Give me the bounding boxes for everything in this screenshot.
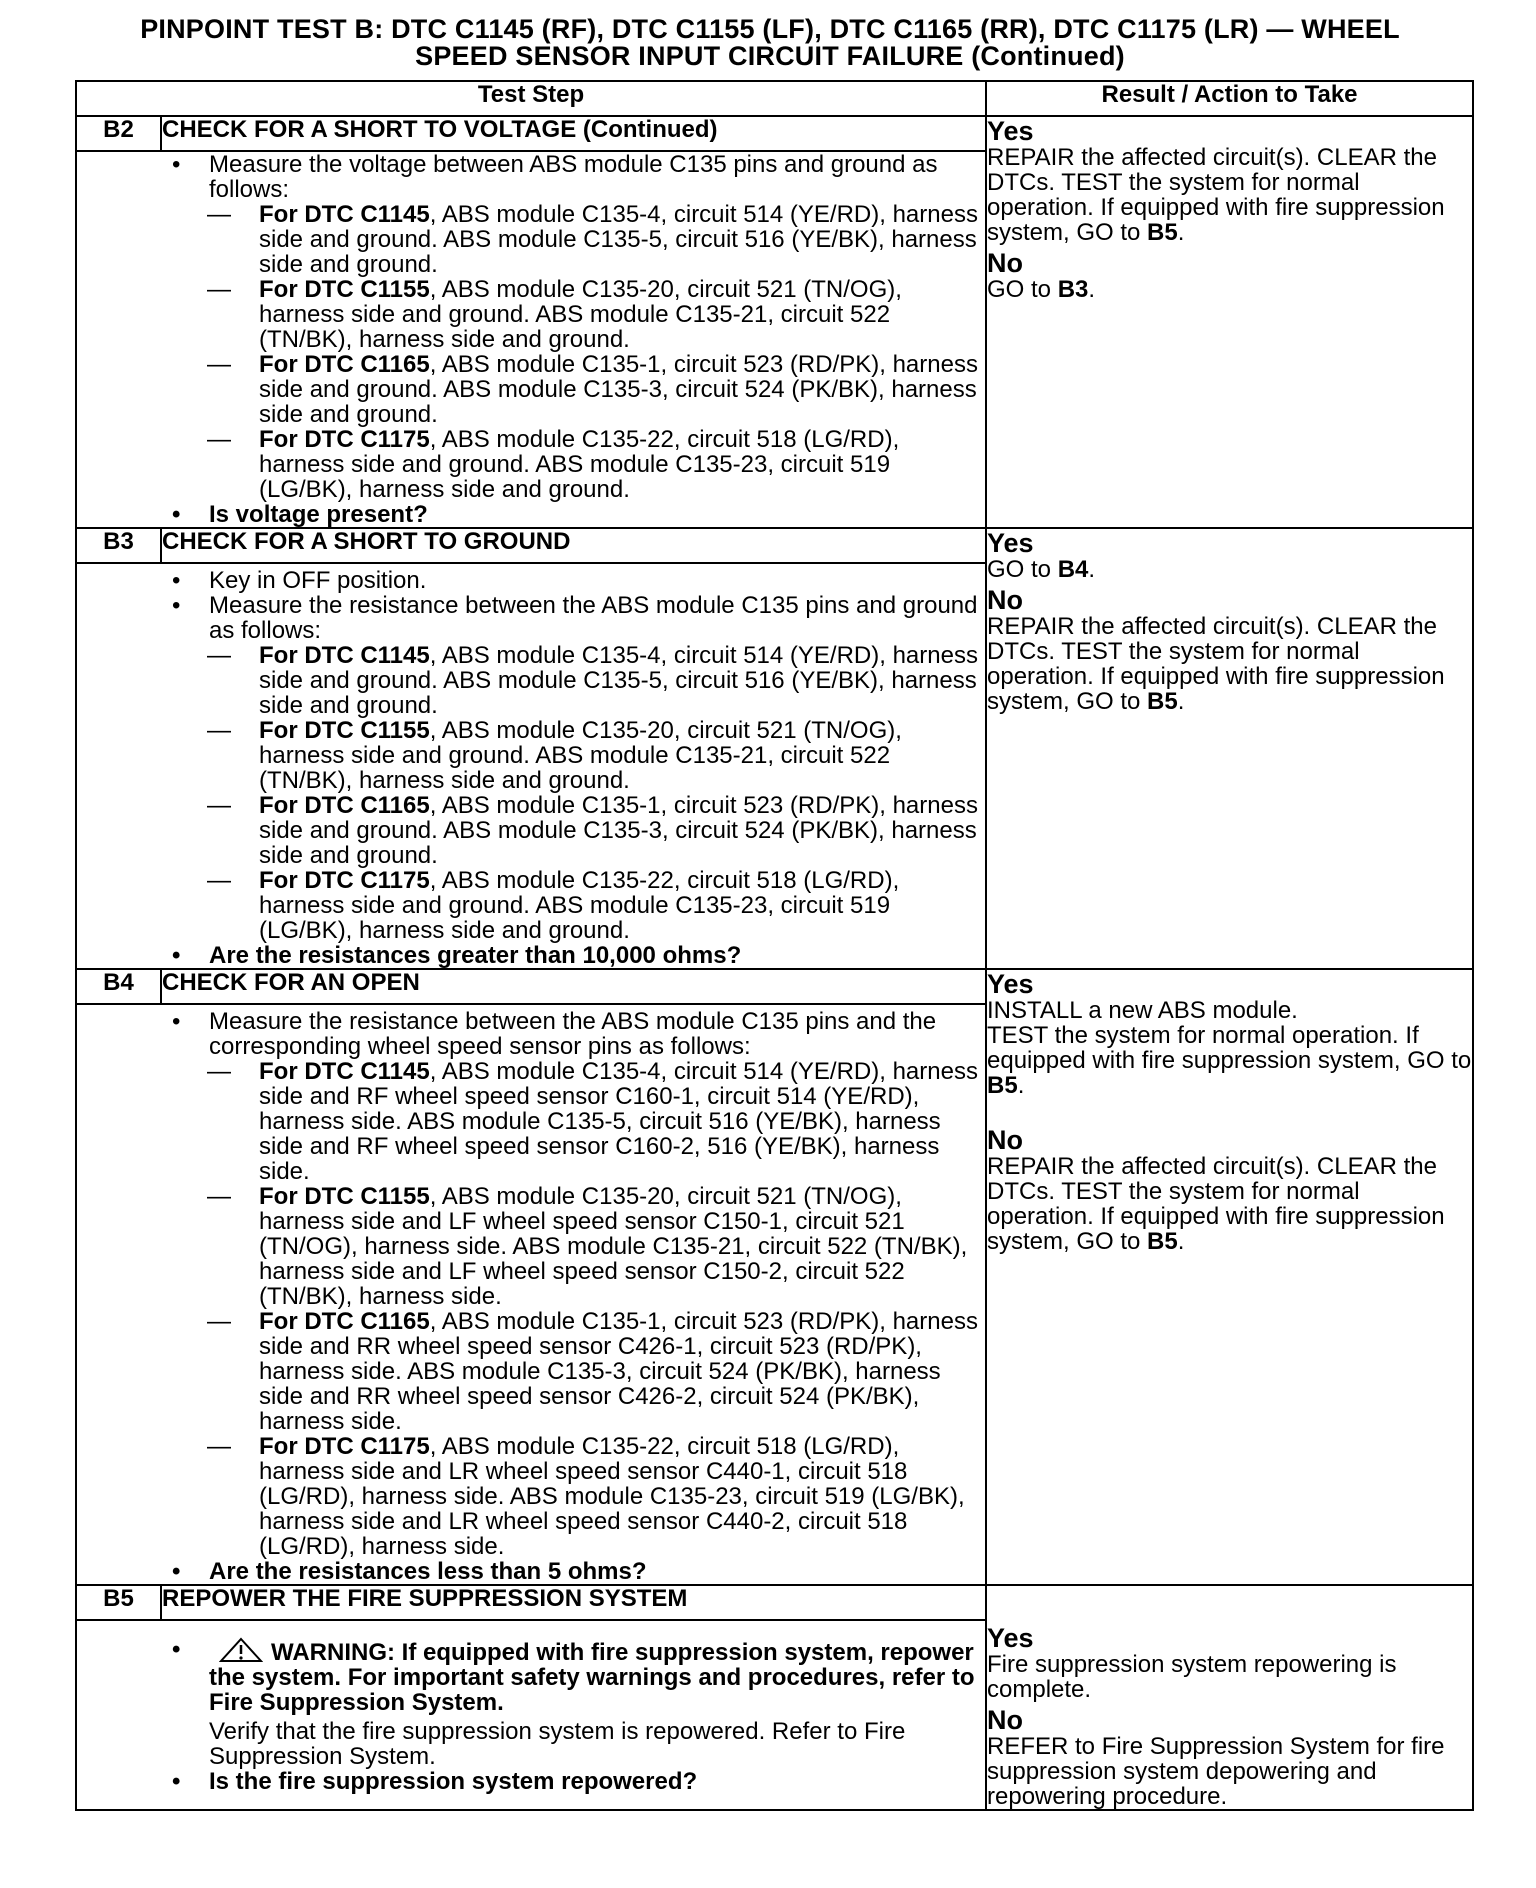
step-b4-heading-row [76, 969, 1473, 1004]
b2-yes-label: Yes [987, 116, 1034, 146]
b2-yes-text: REPAIR the affected circuit(s). CLEAR the DTCs. TEST the system for normal operation. If equipped with fire suppression system, GO to B5. [987, 144, 1445, 246]
b5-yes-label: Yes [987, 1623, 1034, 1653]
b3-item-c1155: — For DTC C1155, ABS module C135-20, circuit 521 (TN/OG), harness side and ground. ABS module C135-21, circuit 522 (TN/BK), harness side and ground. [77, 718, 985, 793]
b3-item-c1145: — For DTC C1145, ABS module C135-4, circuit 514 (YE/RD), harness side and ground. ABS module C135-5, circuit 516 (YE/BK), harness side and ground. [77, 643, 985, 718]
step-body-b3 [76, 563, 986, 969]
b4-yes-ref: B5 [987, 1072, 1018, 1099]
b4-yes-action: TEST the system for normal operation. If equipped with fire suppression system, GO to [987, 1022, 1472, 1074]
b3-no-label: No [987, 585, 1023, 615]
pinpoint-test-table [75, 80, 1474, 1811]
b3-yes-label: Yes [987, 528, 1034, 558]
b3-bullet-key-off: • Key in OFF position. [77, 568, 985, 593]
b4-no-label: No [987, 1125, 1023, 1155]
b3-item-c1175: — For DTC C1175, ABS module C135-22, circuit 518 (LG/RD), harness side and ground. ABS module C135-23, circuit 519 (LG/BK), harness side and ground. [77, 868, 985, 943]
b4-yes-text-1: INSTALL a new ABS module. [987, 997, 1298, 1024]
header-result-action: Result / Action to Take [986, 81, 1473, 116]
b5-no-label: No [987, 1705, 1023, 1735]
b3-item-c1165: — For DTC C1165, ABS module C135-1, circuit 523 (RD/PK), harness side and ground. ABS module C135-3, circuit 524 (PK/BK), harness side and ground. [77, 793, 985, 868]
step-heading-b5: REPOWER THE FIRE SUPPRESSION SYSTEM [161, 1585, 986, 1620]
b4-no-action: REPAIR the affected circuit(s). CLEAR the DTCs. TEST the system for normal operation. If equipped with fire suppression system, GO to [987, 1153, 1445, 1255]
b2-no-text: GO to B3. [987, 276, 1096, 303]
step-id-b3: B3 [76, 528, 161, 563]
b5-no-suffix: for fire suppression system depowering and repowering procedure. [987, 1733, 1445, 1810]
b4-item-c1165: — For DTC C1165, ABS module C135-1, circuit 523 (RD/PK), harness side and RR wheel speed sensor C426-1, circuit 523 (RD/PK), harness side. ABS module C135-3, circuit 524 (PK/BK), harness side and RR wheel speed sensor C426-2, circuit 524 (PK/BK), harness side. [77, 1309, 985, 1434]
b4-no-ref: B5 [1147, 1228, 1178, 1255]
b2-item-c1155: — For DTC C1155, ABS module C135-20, circuit 521 (TN/OG), harness side and ground. ABS module C135-21, circuit 522 (TN/BK), harness side and ground. [77, 277, 985, 352]
result-b2 [986, 116, 1473, 528]
b5-question: • Is the fire suppression system repowered? [77, 1769, 985, 1794]
header-test-step: Test Step [76, 81, 986, 116]
b2-no-action: GO to [987, 276, 1058, 303]
result-b3 [986, 528, 1473, 969]
result-b5 [986, 1585, 1473, 1810]
step-body-b4 [76, 1004, 986, 1585]
b5-no-ref: Fire Suppression System [1101, 1733, 1370, 1760]
page-title [70, 16, 1470, 70]
title-line-2: SPEED SENSOR INPUT CIRCUIT FAILURE (Continued) [415, 41, 1125, 71]
b5-verify: Verify that the fire suppression system is repowered. Refer to Fire Suppression System. [209, 1718, 906, 1770]
b4-no-text: REPAIR the affected circuit(s). CLEAR the DTCs. TEST the system for normal operation. If equipped with fire suppression system, GO to B5. [987, 1153, 1445, 1255]
b2-question: • Is voltage present? [77, 502, 985, 527]
b3-bullet-measure: • Measure the resistance between the ABS module C135 pins and ground as follows: [77, 593, 985, 643]
b4-yes-text-2: TEST the system for normal operation. If equipped with fire suppression system, GO to B5. [987, 1022, 1472, 1099]
warning-triangle-icon [219, 1637, 263, 1663]
b5-warning: • WARNING: If equipped with fire suppression system, repower the system. For important safety warnings and procedures, refer to Fire Suppression System. [77, 1637, 985, 1715]
b3-yes-ref: B4 [1057, 556, 1089, 583]
b2-bullet-measure: • Measure the voltage between ABS module C135 pins and ground as follows: [77, 152, 985, 202]
step-id-b2: B2 [76, 116, 161, 151]
table-header-row [76, 81, 1473, 116]
b2-yes-ref: B5 [1147, 219, 1178, 246]
step-body-b2 [76, 151, 986, 528]
b3-no-ref: B5 [1147, 688, 1178, 715]
step-b2-heading-row [76, 116, 1473, 151]
step-heading-b4: CHECK FOR AN OPEN [161, 969, 986, 1004]
b4-question: • Are the resistances less than 5 ohms? [77, 1559, 985, 1584]
b2-no-label: No [987, 248, 1023, 278]
b3-no-action: REPAIR the affected circuit(s). CLEAR the DTCs. TEST the system for normal operation. If equipped with fire suppression system, GO to [987, 613, 1445, 715]
step-heading-b2: CHECK FOR A SHORT TO VOLTAGE (Continued) [161, 116, 986, 151]
b3-question: • Are the resistances greater than 10,000 ohms? [77, 943, 985, 968]
b4-yes-label: Yes [987, 969, 1034, 999]
b4-item-c1175: — For DTC C1175, ABS module C135-22, circuit 518 (LG/RD), harness side and LR wheel speed sensor C440-1, circuit 518 (LG/RD), harness side. ABS module C135-23, circuit 519 (LG/BK), harness side and LR wheel speed sensor C440-2, circuit 518 (LG/RD), harness side. [77, 1434, 985, 1559]
b2-item-c1165: — For DTC C1165, ABS module C135-1, circuit 523 (RD/PK), harness side and ground. ABS module C135-3, circuit 524 (PK/BK), harness side and ground. [77, 352, 985, 427]
step-b3-heading-row [76, 528, 1473, 563]
b2-no-ref: B3 [1057, 276, 1089, 303]
b3-yes-action: GO to [987, 556, 1058, 583]
b3-yes-text: GO to B4. [987, 556, 1096, 583]
result-b4 [986, 969, 1473, 1585]
b2-item-c1145: — For DTC C1145, ABS module C135-4, circuit 514 (YE/RD), harness side and ground. ABS module C135-5, circuit 516 (YE/BK), harness side and ground. [77, 202, 985, 277]
b5-yes-text: Fire suppression system repowering is complete. [987, 1651, 1397, 1703]
b2-yes-action: REPAIR the affected circuit(s). CLEAR the DTCs. TEST the system for normal operation. If equipped with fire suppression system, GO to [987, 144, 1445, 246]
step-id-b5: B5 [76, 1585, 161, 1620]
b3-no-text: REPAIR the affected circuit(s). CLEAR the DTCs. TEST the system for normal operation. If equipped with fire suppression system, GO to B5. [987, 613, 1445, 715]
step-id-b4: B4 [76, 969, 161, 1004]
step-heading-b3: CHECK FOR A SHORT TO GROUND [161, 528, 986, 563]
step-b5-heading-row [76, 1585, 1473, 1620]
b4-bullet-measure: • Measure the resistance between the ABS module C135 pins and the corresponding wheel speed sensor pins as follows: [77, 1009, 985, 1059]
b2-item-c1175: — For DTC C1175, ABS module C135-22, circuit 518 (LG/RD), harness side and ground. ABS module C135-23, circuit 519 (LG/BK), harness side and ground. [77, 427, 985, 502]
step-body-b5 [76, 1620, 986, 1810]
b5-no-text [987, 1734, 1472, 1809]
b4-item-c1155: — For DTC C1155, ABS module C135-20, circuit 521 (TN/OG), harness side and LF wheel speed sensor C150-1, circuit 521 (TN/OG), harness side. ABS module C135-21, circuit 522 (TN/BK), harness side and LF wheel speed sensor C150-2, circuit 522 (TN/BK), harness side. [77, 1184, 985, 1309]
b5-no-prefix: REFER to [987, 1733, 1096, 1760]
title-line-1: PINPOINT TEST B: DTC C1145 (RF), DTC C1155 (LF), DTC C1165 (RR), DTC C1175 (LR) — WHEEL [140, 14, 1400, 44]
b4-item-c1145: — For DTC C1145, ABS module C135-4, circuit 514 (YE/RD), harness side and RF wheel speed sensor C160-1, circuit 514 (YE/RD), harness side. ABS module C135-5, circuit 516 (YE/BK), harness side and RF wheel speed sensor C160-2, 516 (YE/BK), harness side. [77, 1059, 985, 1184]
